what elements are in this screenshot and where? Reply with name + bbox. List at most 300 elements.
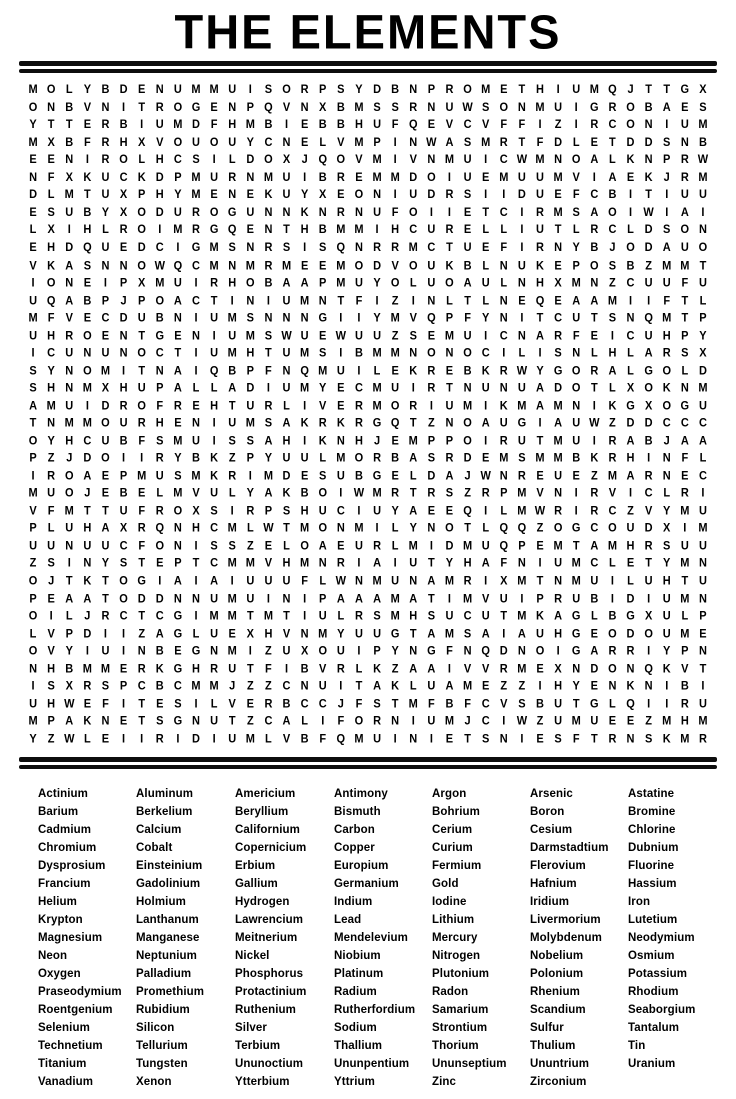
grid-letter: Y <box>101 206 110 220</box>
grid-letter: U <box>119 504 128 518</box>
grid-letter: M <box>372 381 382 395</box>
word-list-item: Fluorine <box>628 859 675 873</box>
grid-letter: F <box>138 434 146 448</box>
grid-letter: Z <box>265 679 272 693</box>
grid-letter: E <box>554 188 562 202</box>
grid-letter: N <box>608 679 617 693</box>
grid-letter: P <box>174 556 182 571</box>
grid-letter: B <box>155 644 164 658</box>
grid-letter: P <box>47 714 55 728</box>
grid-letter: O <box>83 328 92 343</box>
grid-letter: T <box>138 714 146 728</box>
grid-letter: I <box>610 574 614 588</box>
grid-letter: L <box>609 381 616 395</box>
grid-letter: R <box>644 539 653 553</box>
grid-letter: R <box>47 469 56 483</box>
grid-letter: I <box>303 434 307 448</box>
grid-letter: U <box>481 609 490 623</box>
grid-letter: S <box>391 101 399 115</box>
grid-letter: V <box>391 258 399 273</box>
grid-letter: N <box>391 714 400 728</box>
grid-letter: N <box>137 644 146 658</box>
grid-letter: M <box>698 171 708 185</box>
grid-letter: Y <box>29 118 37 132</box>
grid-letter: M <box>173 118 183 132</box>
grid-letter: N <box>644 118 653 132</box>
grid-letter: E <box>445 364 454 378</box>
grid-letter: C <box>155 241 164 255</box>
grid-letter: P <box>681 644 689 658</box>
grid-letter: M <box>444 714 455 728</box>
grid-letter: M <box>64 504 74 518</box>
word-list-item: Meitnerium <box>235 931 298 945</box>
grid-letter: T <box>609 136 616 150</box>
grid-letter: L <box>409 469 417 483</box>
grid-letter: I <box>303 609 307 623</box>
grid-letter: M <box>263 609 273 623</box>
word-list-item: Astatine <box>628 787 675 801</box>
grid-letter: O <box>173 504 183 518</box>
word-list-item: Technetium <box>38 1039 103 1053</box>
grid-letter: N <box>427 153 436 167</box>
grid-letter: L <box>409 679 417 693</box>
grid-letter: G <box>553 364 563 378</box>
word-list-item: Ytterbium <box>235 1075 290 1089</box>
word-list-item: Niobium <box>334 949 381 963</box>
grid-letter: U <box>680 188 689 202</box>
grid-letter: U <box>373 328 382 343</box>
grid-letter: N <box>554 241 563 255</box>
grid-letter: T <box>699 661 707 676</box>
word-list-item: Xenon <box>136 1075 172 1089</box>
grid-letter: A <box>536 399 544 413</box>
grid-letter: I <box>592 399 596 413</box>
grid-letter: B <box>101 83 110 97</box>
grid-letter: D <box>644 416 653 430</box>
grid-letter: U <box>373 626 382 641</box>
grid-letter: F <box>391 206 399 220</box>
grid-letter: L <box>627 364 634 378</box>
grid-letter: O <box>463 346 472 360</box>
grid-letter: S <box>282 241 291 255</box>
grid-letter: E <box>536 732 544 746</box>
grid-letter: F <box>301 574 308 588</box>
grid-letter: U <box>626 521 635 535</box>
grid-letter: I <box>31 276 35 290</box>
grid-letter: V <box>192 486 200 500</box>
grid-letter: W <box>643 206 654 220</box>
grid-letter: N <box>246 241 255 255</box>
grid-letter: U <box>463 171 472 185</box>
grid-letter: M <box>444 574 455 588</box>
grid-letter: E <box>174 644 182 658</box>
grid-letter: V <box>355 153 363 167</box>
grid-letter: D <box>499 644 508 658</box>
grid-letter: M <box>698 381 708 395</box>
grid-letter: N <box>282 591 291 606</box>
grid-letter: U <box>228 732 237 746</box>
word-list-item: Copper <box>334 841 375 855</box>
grid-letter: D <box>246 153 255 167</box>
grid-letter: F <box>663 293 671 308</box>
grid-letter: M <box>517 399 527 413</box>
grid-letter: X <box>554 661 562 676</box>
word-list-item: Chromium <box>38 841 97 855</box>
grid-letter: U <box>644 574 653 588</box>
grid-letter: E <box>83 118 92 132</box>
grid-letter: U <box>517 434 526 448</box>
grid-letter: M <box>553 399 563 413</box>
grid-letter: H <box>300 504 309 518</box>
grid-letter: B <box>264 118 273 132</box>
grid-letter: U <box>554 697 563 711</box>
grid-letter: A <box>554 416 563 430</box>
grid-letter: K <box>83 714 92 728</box>
grid-letter: Q <box>173 258 183 273</box>
word-list-item: Lanthanum <box>136 913 199 927</box>
grid-letter: K <box>83 574 92 588</box>
grid-letter: I <box>683 521 687 535</box>
grid-letter: U <box>210 346 219 360</box>
grid-letter: I <box>194 276 198 290</box>
grid-letter: E <box>427 328 436 343</box>
grid-letter: R <box>590 364 599 378</box>
grid-letter: N <box>554 153 563 167</box>
grid-letter: C <box>499 206 508 220</box>
grid-letter: A <box>680 434 689 448</box>
grid-letter: I <box>31 346 35 360</box>
grid-letter: O <box>590 258 599 273</box>
grid-letter: A <box>409 451 418 465</box>
grid-letter: N <box>65 276 74 290</box>
grid-letter: F <box>391 118 399 132</box>
grid-letter: H <box>463 556 472 571</box>
grid-letter: L <box>518 346 526 360</box>
grid-letter: S <box>663 539 671 553</box>
word-list-item: Mercury <box>432 931 478 945</box>
word-list-item: Actinium <box>38 787 88 801</box>
grid-letter: I <box>212 328 216 343</box>
grid-letter: O <box>408 258 418 273</box>
grid-letter: S <box>264 328 273 343</box>
grid-letter: A <box>626 434 635 448</box>
grid-letter: U <box>698 574 707 588</box>
grid-letter: W <box>353 486 365 500</box>
grid-letter: Y <box>482 311 490 325</box>
grid-letter: U <box>354 276 363 290</box>
grid-letter: U <box>554 101 563 115</box>
grid-letter: O <box>336 153 346 167</box>
grid-letter: X <box>138 276 146 290</box>
grid-letter: C <box>155 346 164 360</box>
grid-letter: I <box>556 83 560 97</box>
grid-letter: N <box>282 206 291 220</box>
grid-letter: P <box>445 434 454 448</box>
grid-letter: U <box>282 188 291 202</box>
grid-letter: S <box>156 714 164 728</box>
grid-letter: W <box>335 574 347 588</box>
grid-letter: O <box>137 399 146 413</box>
grid-letter: I <box>49 609 53 623</box>
grid-letter: Z <box>609 416 616 430</box>
grid-letter: L <box>156 486 164 500</box>
grid-letter: R <box>680 697 689 711</box>
grid-letter: Y <box>246 136 254 150</box>
grid-letter: S <box>572 206 580 220</box>
grid-letter: E <box>536 469 544 483</box>
word-list-item: Barium <box>38 805 79 819</box>
grid-letter: E <box>681 469 689 483</box>
grid-letter: O <box>155 539 165 553</box>
grid-letter: S <box>29 364 37 378</box>
grid-letter: M <box>245 118 255 132</box>
grid-letter: C <box>354 381 363 395</box>
grid-letter: L <box>373 364 381 378</box>
grid-letter: N <box>336 521 345 535</box>
grid-letter: T <box>102 574 109 588</box>
grid-row <box>24 608 712 626</box>
grid-letter: R <box>391 241 400 255</box>
grid-letter: O <box>662 364 671 378</box>
grid-letter: N <box>626 661 635 676</box>
grid-letter: C <box>192 293 200 308</box>
grid-letter: S <box>264 416 273 430</box>
grid-letter: X <box>319 188 327 202</box>
grid-letter: A <box>572 293 581 308</box>
grid-letter: K <box>409 364 418 378</box>
grid-letter: B <box>572 451 581 465</box>
grid-letter: Q <box>463 504 472 518</box>
grid-letter: K <box>626 153 635 167</box>
grid-letter: A <box>173 574 182 588</box>
grid-letter: M <box>191 171 201 185</box>
grid-letter: C <box>463 118 472 132</box>
grid-letter: E <box>192 399 200 413</box>
grid-letter: U <box>210 486 219 500</box>
grid-letter: R <box>608 732 617 746</box>
grid-letter: Z <box>228 451 236 465</box>
grid-letter: B <box>192 451 200 465</box>
grid-letter: Z <box>246 539 254 553</box>
grid-letter: H <box>246 346 255 360</box>
grid-letter: V <box>500 697 508 711</box>
grid-letter: I <box>502 714 506 728</box>
grid-letter: N <box>590 276 599 290</box>
grid-letter: U <box>445 399 454 413</box>
grid-letter: G <box>173 714 183 728</box>
grid-letter: L <box>500 276 508 290</box>
grid-letter: N <box>29 661 38 676</box>
grid-letter: B <box>65 136 74 150</box>
grid-letter: Z <box>609 276 616 290</box>
grid-letter: R <box>499 434 508 448</box>
grid-letter: N <box>409 83 418 97</box>
grid-letter: C <box>608 504 617 518</box>
grid-letter: L <box>446 293 453 308</box>
grid-letter: U <box>282 381 291 395</box>
grid-letter: E <box>572 469 580 483</box>
grid-letter: I <box>447 206 451 220</box>
word-list-item: Hafnium <box>530 877 577 891</box>
grid-letter: S <box>174 697 182 711</box>
grid-letter: O <box>662 399 671 413</box>
grid-letter: O <box>626 118 635 132</box>
word-list-item: Holmium <box>136 895 186 909</box>
grid-letter: T <box>645 556 652 571</box>
grid-letter: I <box>502 188 506 202</box>
grid-letter: I <box>31 679 35 693</box>
grid-letter: C <box>698 416 707 430</box>
grid-letter: A <box>282 416 291 430</box>
grid-letter: S <box>681 346 689 360</box>
grid-letter: A <box>590 644 599 658</box>
grid-letter: O <box>28 434 38 448</box>
grid-letter: J <box>464 469 471 483</box>
grid-letter: M <box>209 83 219 97</box>
grid-letter: O <box>644 381 653 395</box>
grid-letter: G <box>571 521 581 535</box>
grid-letter: S <box>608 258 617 273</box>
grid-letter: I <box>122 364 126 378</box>
word-list-item: Krypton <box>38 913 83 927</box>
grid-letter: U <box>662 591 671 606</box>
grid-row <box>24 433 712 451</box>
grid-letter: O <box>626 101 635 115</box>
word-list-item: Dubnium <box>628 841 679 855</box>
grid-letter: U <box>427 258 436 273</box>
grid-letter: W <box>462 101 473 115</box>
grid-letter: U <box>662 609 671 623</box>
grid-letter: Q <box>336 241 346 255</box>
grid-letter: N <box>264 223 273 238</box>
grid-letter: R <box>409 399 418 413</box>
grid-letter: T <box>536 574 544 588</box>
grid-letter: U <box>173 206 182 220</box>
grid-letter: E <box>319 328 327 343</box>
grid-letter: C <box>608 223 617 238</box>
grid-letter: C <box>644 486 653 500</box>
word-list-item: Ununtrium <box>530 1057 590 1071</box>
grid-letter: I <box>393 556 397 571</box>
grid-letter: Z <box>391 328 399 343</box>
grid-letter: O <box>318 644 327 658</box>
grid-letter: B <box>536 697 544 711</box>
grid-letter: C <box>662 416 671 430</box>
grid-letter: E <box>482 679 490 693</box>
grid-letter: N <box>499 469 508 483</box>
grid-letter: V <box>282 101 291 115</box>
grid-letter: S <box>210 504 218 518</box>
grid-letter: R <box>554 504 563 518</box>
grid-letter: H <box>47 381 56 395</box>
grid-letter: O <box>83 364 92 378</box>
grid-letter: T <box>228 714 236 728</box>
grid-letter: H <box>554 679 563 693</box>
grid-letter: U <box>119 416 128 430</box>
grid-letter: G <box>571 644 581 658</box>
grid-letter: I <box>484 188 488 202</box>
grid-letter: B <box>698 136 707 150</box>
grid-letter: O <box>463 434 472 448</box>
word-list-item: Selenium <box>38 1021 90 1035</box>
grid-letter: C <box>499 153 508 167</box>
grid-letter: H <box>662 328 671 343</box>
grid-letter: U <box>445 101 454 115</box>
grid-letter: N <box>318 206 327 220</box>
grid-letter: G <box>372 416 382 430</box>
grid-letter: N <box>246 293 255 308</box>
grid-letter: Z <box>645 714 652 728</box>
grid-letter: O <box>264 153 273 167</box>
word-list-item: Gold <box>432 877 459 891</box>
grid-letter: I <box>85 153 89 167</box>
grid-letter: U <box>354 626 363 641</box>
grid-letter: T <box>663 83 671 97</box>
grid-letter: G <box>137 574 146 588</box>
grid-letter: F <box>427 697 435 711</box>
grid-letter: T <box>138 328 146 343</box>
grid-letter: I <box>176 732 180 746</box>
grid-letter: Y <box>264 451 273 465</box>
grid-letter: F <box>47 311 55 325</box>
grid-letter: P <box>572 258 580 273</box>
grid-letter: T <box>500 609 508 623</box>
grid-letter: N <box>626 732 635 746</box>
grid-letter: A <box>65 293 74 308</box>
grid-letter: I <box>665 188 669 202</box>
grid-letter: U <box>698 276 707 290</box>
grid-letter: T <box>138 556 146 571</box>
grid-letter: U <box>282 574 291 588</box>
grid-letter: A <box>680 206 689 220</box>
grid-letter: N <box>47 101 56 115</box>
grid-letter: X <box>699 346 707 360</box>
grid-letter: U <box>264 574 273 588</box>
grid-letter: U <box>228 661 237 676</box>
grid-letter: I <box>85 644 89 658</box>
grid-letter: N <box>572 399 581 413</box>
grid-letter: C <box>336 504 345 518</box>
word-list-item: Curium <box>432 841 473 855</box>
word-list-item: Darmstadtium <box>530 841 609 855</box>
grid-letter: U <box>554 469 563 483</box>
grid-letter: U <box>29 293 38 308</box>
grid-letter: K <box>536 609 544 623</box>
grid-letter: F <box>518 118 526 132</box>
grid-letter: A <box>210 574 219 588</box>
grid-letter: T <box>192 556 200 571</box>
grid-row <box>24 292 712 310</box>
grid-letter: I <box>447 171 451 185</box>
grid-letter: R <box>354 609 363 623</box>
grid-letter: D <box>155 591 164 606</box>
grid-letter: N <box>173 539 182 553</box>
grid-letter: D <box>626 136 635 150</box>
title-divider <box>19 61 717 73</box>
grid-letter: M <box>390 591 400 606</box>
grid-letter: L <box>609 556 616 571</box>
grid-letter: I <box>429 539 433 553</box>
grid-letter: B <box>300 486 309 500</box>
grid-letter: Z <box>427 416 435 430</box>
grid-letter: R <box>264 241 273 255</box>
grid-letter: O <box>137 206 146 220</box>
grid-letter: T <box>464 521 471 535</box>
grid-letter: T <box>427 591 435 606</box>
grid-letter: T <box>409 416 417 430</box>
grid-letter: W <box>480 469 491 483</box>
grid-letter: Z <box>391 293 399 308</box>
